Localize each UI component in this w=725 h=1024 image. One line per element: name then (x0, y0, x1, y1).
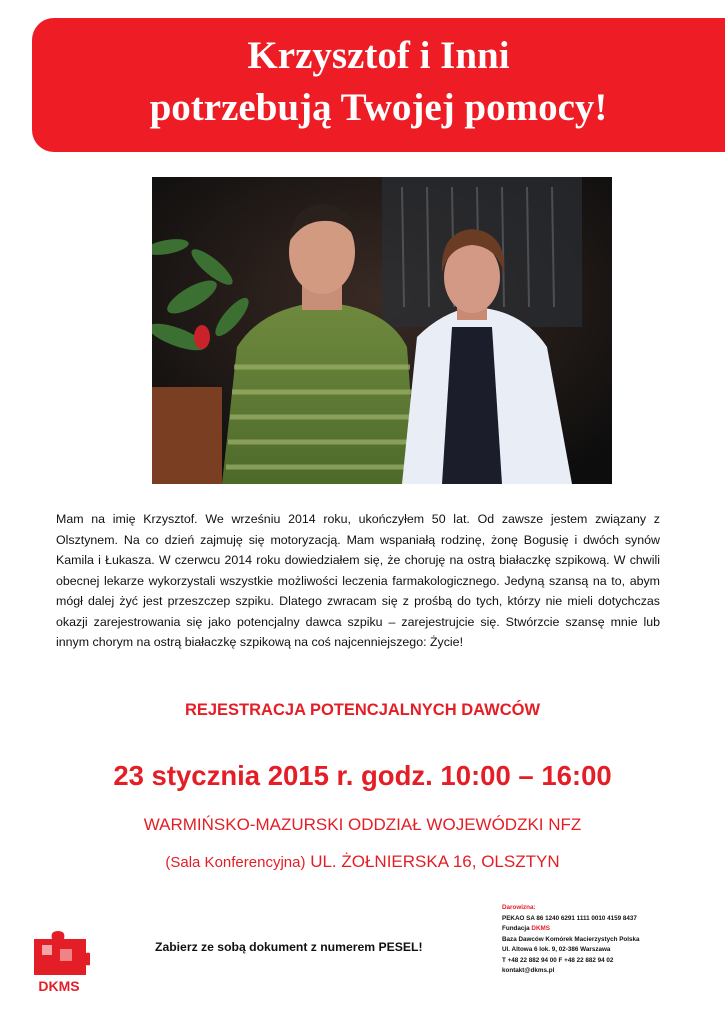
couple-photo-illustration (152, 177, 612, 484)
donation-org: Baza Dawców Komórek Macierzystych Polska (502, 935, 640, 943)
donation-label: Darowizna: (502, 904, 536, 911)
registration-heading: REJESTRACJA POTENCJALNYCH DAWCÓW (184, 701, 541, 719)
foundation-prefix: Fundacja (502, 925, 532, 932)
pesel-note: Zabierz ze sobą dokument z numerem PESEL! (155, 940, 423, 954)
donation-bank: PEKAO SA 86 1240 6291 1111 0010 4159 8437 (502, 914, 637, 922)
event-street: UL. ŻOŁNIERSKA 16, OLSZTYN (310, 852, 560, 871)
page-title (32, 30, 725, 134)
couple-photo (152, 177, 612, 484)
event-place: WARMIŃSKO-MAZURSKI ODDZIAŁ WOJEWÓDZKI NFZ (143, 815, 582, 834)
dkms-logo-text: DKMS (38, 978, 80, 994)
foundation-name: DKMS (531, 925, 550, 932)
event-datetime: 23 stycznia 2015 r. godz. 10:00 – 16:00 (113, 760, 612, 791)
event-address (0, 852, 725, 872)
dkms-logo (28, 925, 90, 995)
event-room: (Sala Konferencyjna) (165, 854, 306, 871)
donation-address: Ul. Altowa 6 lok. 9, 02-386 Warszawa (502, 946, 611, 953)
dkms-puzzle-icon (28, 925, 90, 995)
donation-info (502, 903, 702, 977)
donation-foundation (502, 924, 702, 935)
title-line-1: Krzysztof i Inni (247, 34, 510, 77)
title-line-2: potrzebują Twojej pomocy! (149, 86, 608, 129)
donation-phones: T +48 22 882 94 00 F +48 22 882 94 02 (502, 956, 614, 964)
donation-email: kontakt@dkms.pl (502, 967, 555, 974)
story-text: Mam na imię Krzysztof. We wrześniu 2014 roku, ukończyłem 50 lat. Od zawsze jestem związany z Olsztynem. Na co dzień zajmuję się motoryzacją. Mam wspaniałą rodzinę, żonę Bogusię i dwóch synów Kamila i Łukasza. W czerwcu 2014 roku dowiedziałem się, że choruję na ostrą białaczkę szpikową. W chwili obecnej lekarze wykorzystali wszystkie możliwości leczenia farmakologicznego. Jedyną szansą na to, abym mógł dalej żyć jest przeszczep szpiku. Dlatego zwracam się z prośbą do tych, którzy nie mieli dotychczas okazji zarejestrowania się jako potencjalny dawca szpiku – zarejestrujcie się. Stwórzcie szansę mnie lub innym chorym na ostrą białaczkę szpikową na coś najcenniejszego: Życie! (56, 512, 660, 649)
